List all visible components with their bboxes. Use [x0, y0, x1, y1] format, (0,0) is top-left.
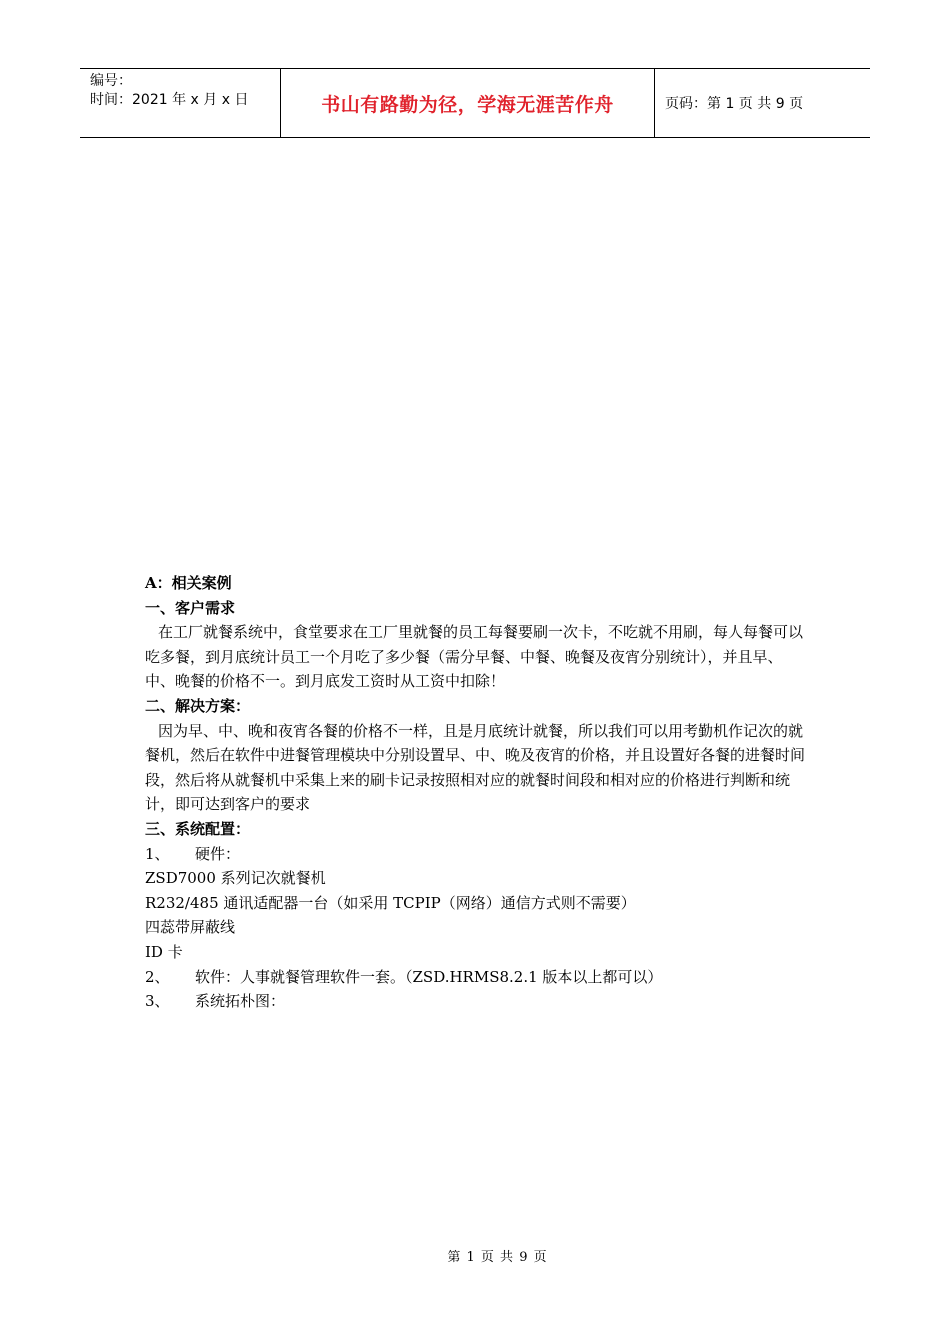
list-number: 2、	[145, 967, 170, 986]
list-item-software	[145, 965, 810, 990]
hardware-item: ZSD7000 系列记次就餐机	[145, 869, 326, 888]
hardware-item: 四蕊带屏蔽线	[145, 918, 236, 937]
motto: 书山有路勤为径，学海无涯苦作舟	[281, 69, 655, 137]
list-number: 3、	[145, 992, 170, 1011]
hardware-item: R232/485 通讯适配器一台（如采用 TCPIP（网络）通信方式则不需要）	[145, 893, 636, 912]
page-info: 页码：第 1 页 共 9 页	[665, 96, 804, 112]
page-footer: 第 1 页 共 9 页	[447, 1250, 548, 1265]
header-left-cell	[80, 69, 281, 137]
document-body	[145, 571, 810, 1014]
list-text: 软件：人事就餐管理软件一套。（ZSD.HRMS8.2.1 版本以上都可以）	[195, 967, 663, 986]
heading-system-config: 三、系统配置：	[145, 819, 251, 838]
list-text: 系统拓朴图：	[195, 992, 286, 1011]
number-label: 编号：	[90, 73, 132, 89]
list-item-hardware	[145, 842, 810, 867]
section-title-a: A：相关案例	[145, 574, 232, 592]
list-text: 硬件：	[195, 844, 241, 863]
paragraph-solution: 因为早、中、晚和夜宵各餐的价格不一样，且是月底统计就餐，所以我们可以用考勤机作记次的就餐机，然后在软件中进餐管理模块中分别设置早、中、晚及夜宵的价格，并且设置好各餐的进餐时间段，然后将从就餐机中采集上来的刷卡记录按照相对应的就餐时间段和相对应的价格进行判断和统计，即可达到客户的要求	[145, 721, 806, 814]
date-label: 时间：2021 年 x 月 x 日	[90, 92, 249, 108]
page-header	[80, 68, 870, 138]
hardware-item: ID 卡	[145, 942, 183, 961]
paragraph-customer-needs: 在工厂就餐系统中，食堂要求在工厂里就餐的员工每餐要刷一次卡，不吃就不用刷，每人每餐可以吃多餐，到月底统计员工一个月吃了多少餐（需分早餐、中餐、晚餐及夜宵分别统计），并且早、中、晚餐的价格不一。到月底发工资时从工资中扣除！	[145, 623, 804, 691]
list-number: 1、	[145, 844, 170, 863]
heading-customer-needs: 一、客户需求	[145, 598, 236, 617]
list-item-topology	[145, 989, 810, 1014]
heading-solution: 二、解决方案：	[145, 696, 251, 715]
